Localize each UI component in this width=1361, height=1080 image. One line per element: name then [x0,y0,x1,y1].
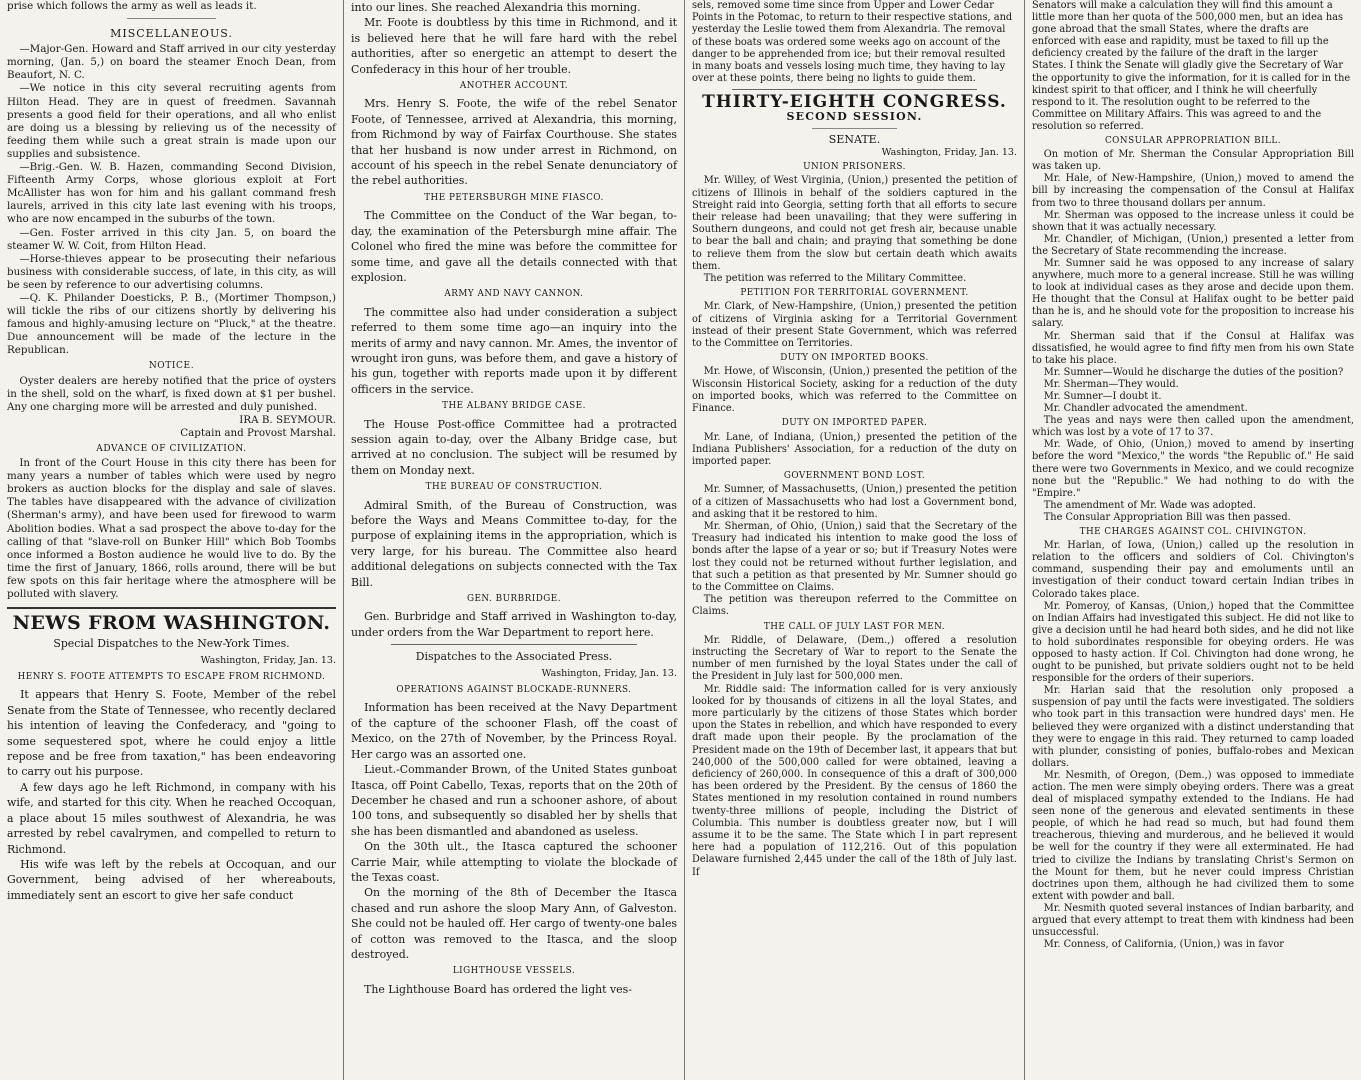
paragraph: His wife was left by the rebels at Occoquan, and our Government, being advised of her whereabouts, immediately sent an escort to give her safe conduct [7,857,336,902]
paragraph: Oyster dealers are hereby notified that the price of oysters in the shell, sold on the wharf, is fixed down at $1 per bushel. Any one charging more will be arrested and duly punished. [7,374,336,413]
article-continuation: Senators will make a calculation they will find this amount a little more than her quota of the 500,000 men, but an idea has gone abroad that the small States, where the drafts are enforced with ease and rapidity, must be taxed to fill up the deficiency created by the failure of the draft in the larger States. I think the Senate will gladly give the Secretary of War the opportunity to give the information, for it is called for in the kindest spirit to that officer, and I think he will cheerfully respond to it. The resolution ought to be referred to the Committee on Military Affairs. This was agreed to and the resolution so referred. [1032,0,1351,132]
paragraph: —Horse-thieves appear to be prosecuting their nefarious business with considerable success, of late, in this city, as will be seen by reference to our advertising columns. [7,252,336,291]
section-heading-miscellaneous: MISCELLANEOUS. [110,27,233,41]
paragraph: Mr. Sherman—They would. [1043,378,1179,390]
subheading-mine-fiasco: THE PETERSBURGH MINE FIASCO. [424,192,604,203]
subheading-lighthouse: LIGHTHOUSE VESSELS. [452,966,576,977]
paragraph: Gen. Burbridge and Staff arrived in Washington to-day, under orders from the War Department to report here. [351,610,677,639]
paragraph: In front of the Court House in this city there has been for many years a number of tables which were used by negro brokers as auction blocks for the display and sale of slaves. The tables have disappeared with the advance of civilization (Sherman's army), and have been used for firewood to warm Abolition bodies. What a sad prospect the above to-day for the calling of that "slave-roll on Bunker Hill" which Bob Toombs once informed a Boston audience he would live to do. By the time the first of January, 1866, rolls around, there will be but few spots on this fair heritage where the atmosphere will be polluted with slavery. [7,457,336,601]
paragraph: Information has been received at the Navy Department of the capture of the schooner Flash, off the coast of Mexico, on the 27th of November, by the Princess Royal. Her cargo was an assorted one. [351,701,677,761]
subheading-bureau: THE BUREAU OF CONSTRUCTION. [425,482,603,493]
paragraph: Mr. Willey, of West Virginia, (Union,) presented the petition of citizens of Illinois in behalf of the soldiers captured in the Streight raid into Georgia, setting forth that all efforts to secure their release had been unavailing; that they were suffering in Southern dungeons, and could not get fresh air, because unable to bear the ball and chain; and praying that something be done to relieve them from the slow but certain death which awaits them. [692,175,1017,272]
paragraph: Mr. Foote is doubtless by this time in Richmond, and it is believed here that he will fare hard with the rebel authorities, after so energetic an attempt to desert the Confederacy in this hour of her trouble. [351,16,677,76]
paragraph: A few days ago he left Richmond, in company with his wife, and started for this city. When he reached Occoquan, a place about 15 miles southwest of Alexandria, he was arrested by rebel cavalrymen, and compelled to return to Richmond. [7,780,336,856]
subheading-imported-paper: DUTY ON IMPORTED PAPER. [781,418,928,429]
article-continuation: sels, removed some time since from Upper and Lower Cedar Points in the Potomac, to return to their respective stations, and yesterday the Leslie towed them from Alexandria. The removal of these boats was ordered some weeks ago on account of the danger to be apprehended from ice; but their removal resulted in many boats and vessels losing much time, they having to lay over at these points, there being no lights to guide them. [692,0,1013,85]
paragraph: The Committee on the Conduct of the War began, to-day, the examination of the Petersburgh mine affair. The Colonel who fired the mine was before the committee for some time, and gave all the details connected with that explosion. [351,209,677,284]
paragraph: The petition was thereupon referred to the Committee on Claims. [692,594,1017,618]
subheading-cannon: ARMY AND NAVY CANNON. [444,289,584,300]
paragraph: Mr. Harlan, of Iowa, (Union,) called up the resolution in relation to the officers and soldiers of Col. Chivington's command, suspending their pay and emoluments until an investigation of their conduct toward certain Indian tribes in Colorado takes place. [1032,540,1354,600]
subheading-consular-bill: CONSULAR APPROPRIATION BILL. [1104,136,1282,147]
paragraph: Mr. Riddle said: The information called for is very anxiously looked for by thousands of citizens in all the loyal States, and more particularly by the citizens of those States which border upon the States in rebellion, and which have responded to every draft made upon their people. By the proclamation of the President made on the 19th of December last, it appears that but 240,000 of the 500,000 called for were obtained, leaving a deficiency of 260,000. In consequence of this a draft of 300,000 has been ordered by the President. By the census of 1860 the States mentioned in my resolution contained in round numbers twenty-three millions of people, including the District of Columbia. This number is doubtless greater now, but I will assume it to be the same. The State which I in part represent here had a population of 112,216. Out of this population Delaware furnished 2,445 under the call of the 18th of July last. If [692,683,1017,878]
paragraph: The petition was referred to the Military Committee. [703,273,967,285]
paragraph: Mr. Howe, of Wisconsin, (Union,) presented the petition of the Wisconsin Historical Society, asking for a reduction of the duty on imported books, which was referred to the Committee on Finance. [692,366,1017,415]
paragraph: Mr. Riddle, of Delaware, (Dem.,) offered a resolution instructing the Secretary of War to report to the Senate the number of men furnished by the loyal States under the call of the President in July last for 500,000 men. [692,634,1017,683]
paragraph: Mr. Sumner—I doubt it. [1043,391,1162,402]
column-1 [0,0,343,1080]
paragraph: —Brig.-Gen. W. B. Hazen, commanding Second Division, Fifteenth Army Corps, whose glorious exploit at Fort McAllister has won for him and his gallant command fresh laurels, arrived in this city late last evening with his troops, who are now encamped in the suburbs of the town. [7,161,336,226]
paragraph: On the 30th ult., the Itasca captured the schooner Carrie Mair, while attempting to violate the blockade of the Texas coast. [351,840,677,884]
divider [812,128,897,129]
paragraph: The Lighthouse Board has ordered the light ves- [364,982,632,996]
paragraph: Mr. Sherman, of Ohio, (Union,) said that the Secretary of the Treasury had indicated his intention to make good the loss of bonds after the lapse of a year or so; but if Treasury Notes were lost they could not be returned without further legislation, and that such a petition as that presented by Mr. Sumner should go to the Committee on Claims. [692,520,1017,593]
column-2 [343,0,684,1080]
paragraph: The amendment of Mr. Wade was adopted. [1043,499,1256,511]
paragraph: Mr. Chandler advocated the amendment. [1043,403,1248,415]
subheading-chivington: THE CHARGES AGAINST COL. CHIVINGTON. [1079,527,1307,538]
subheading-union-prisoners: UNION PRISONERS. [803,162,906,173]
paragraph: Mr. Nesmith, of Oregon, (Dem.,) was opposed to immediate action. The men were simply obeying orders. There was a great deal of misplaced sympathy extended to the Indians. He had seen none of the generous and elevated sentiments in these people, of which he had read so much, but had found them treacherous, thieving and murderous, and he believed it would be well for the country if they were all exterminated. He had tried to civilize the Indians by translating Christ's Sermon on the Mount for them, but he never could impress Christian doctrines upon them, although he had civilized them to some extent with powder and ball. [1032,769,1354,902]
section-heading-notice: NOTICE. [148,361,195,372]
paragraph: —Gen. Foster arrived in this city Jan. 5, on board the steamer W. W. Coit, from Hilton Head. [7,226,336,252]
paragraph: The Consular Appropriation Bill was then passed. [1043,511,1291,523]
paragraph: Mr. Lane, of Indiana, (Union,) presented the petition of the Indiana Publishers' Association, for a reduction of the duty on imported paper. [692,431,1017,467]
paragraph: The yeas and nays were then called upon the amendment, which was lost by a vote of 17 to 37. [1032,415,1354,439]
headline-congress: THIRTY-EIGHTH CONGRESS. [702,92,1007,113]
divider [732,89,977,90]
subheading-albany-bridge: THE ALBANY BRIDGE CASE. [442,401,586,412]
senate-heading: SENATE. [828,132,881,146]
subheading-bond-lost: GOVERNMENT BOND LOST. [783,471,926,482]
subheading-blockade-runners: OPERATIONS AGAINST BLOCKADE-RUNNERS. [396,685,632,696]
paragraph: Mr. Chandler, of Michigan, (Union,) presented a letter from the Secretary of State recommending the increase. [1032,233,1354,257]
divider [127,18,216,19]
paragraph: Lieut.-Commander Brown, of the United States gunboat Itasca, off Point Cabello, Texas, reports that on the 20th of December he chased and run a schooner ashore, of about 100 tons, and subsequently so disabled her by shells that she has been dismantled and abandoned as useless. [351,763,677,838]
paragraph: Mr. Sherman was opposed to the increase unless it could be shown that it was actually necessary. [1032,209,1354,233]
article-continuation: into our lines. She reached Alexandria this morning. [351,1,641,14]
paragraph: —Q. K. Philander Doesticks, P. B., (Mortimer Thompson,) will tickle the ribs of our citizens shortly by delivering his famous and highly-amusing lecture on "Pluck," at the theatre. Due announcement will be made of the lecture in the Republican. [7,291,336,357]
column-3 [684,0,1024,1080]
subheading-call-of-july: THE CALL OF JULY LAST FOR MEN. [763,621,946,632]
article-continuation: prise which follows the army as well as leads it. [7,0,257,12]
paragraph: Mr. Conness, of California, (Union,) was in favor [1043,939,1284,951]
paragraph: Mr. Harlan said that the resolution only proposed a suspension of pay until the facts were investigated. The soldiers who took part in this transaction were hundred days' men. He believed they were organized with a distinct understanding that they were to engage in this raid. They returned to camp loaded with plunder, consisting of ponies, buffalo-robes and Mexican dollars. [1032,685,1354,769]
subheading-foote: HENRY S. FOOTE ATTEMPTS TO ESCAPE FROM RICHMOND. [17,672,326,683]
dispatch-source: Dispatches to the Associated Press. [415,650,613,664]
dateline: Washington, Friday, Jan. 13. [881,147,1017,159]
paragraph: —We notice in this city several recruiting agents from Hilton Head. They are in quest of freedmen. Savannah presents a good field for their operations, and all who enlist are doing us a blessing by relieving us of the necessity of feeding them while such a great strain is made upon our supplies and subsistence. [7,82,336,160]
dispatch-source: Special Dispatches to the New-York Times. [53,637,290,651]
paragraph: The House Post-office Committee had a protracted session again to-day, over the Albany Bridge case, but arrived at no conclusion. The subject will be resumed by them on Monday next. [351,417,677,477]
paragraph: Mr. Pomeroy, of Kansas, (Union,) hoped that the Committee on Indian Affairs had investigated this subject. He did not like to give a decision until he had heard both sides, and he did not like to hold subordinates responsible for obeying orders. He was opposed to hasty action. If Col. Chivington had done wrong, he ought to be punished, but private soldiers ought not to be held responsible for the orders of their superiors. [1032,600,1354,685]
paragraph: Mr. Sherman said that if the Consul at Halifax was dissatisfied, he would agree to find fifty men from his own State to take his place. [1032,330,1354,366]
signature-name: IRA B. SEYMOUR. [239,413,336,426]
section-heading-advance: ADVANCE OF CIVILIZATION. [96,444,247,454]
paragraph: On motion of Mr. Sherman the Consular Appropriation Bill was taken up. [1032,149,1354,173]
subheading-territorial: PETITION FOR TERRITORIAL GOVERNMENT. [740,288,969,299]
dateline: Washington, Friday, Jan. 13. [200,654,336,666]
paragraph: Mr. Wade, of Ohio, (Union,) moved to amend by inserting before the word "Mexico," the words "the Republic of." He said there were two Governments in Mexico, and we could recognize none but the "Republic." We had nothing to do with the "Empire." [1032,439,1354,499]
paragraph: —Major-Gen. Howard and Staff arrived in our city yesterday morning, (Jan. 5,) on board the steamer Enoch Dean, from Beaufort, N. C. [7,43,336,82]
paragraph: Mr. Sumner—Would he discharge the duties of the position? [1043,366,1344,378]
paragraph: The committee also had under consideration a subject referred to them some time ago—an inquiry into the merits of army and navy cannon. Mr. Ames, the inventor of wrought iron guns, was before them, and gave a history of his gun, together with reports made upon it by different officers in the service. [351,305,677,396]
headline-news-from-washington: NEWS FROM WASHINGTON. [7,607,336,630]
paragraph: It appears that Henry S. Foote, Member of the rebel Senate from the State of Tennessee, who recently declared his intention of leaving the Confederacy, and "going to some sequestered spot, where he could enjoy a little repose and be free from taxation," has been endeavoring to carry out his purpose. [7,688,336,779]
column-4 [1024,0,1361,1080]
paragraph: Mr. Sumner, of Massachusetts, (Union,) presented the petition of a citizen of Massachusetts who had lost a Government bond, and asking that it be restored to him. [692,484,1017,520]
subheadline-session: SECOND SESSION. [786,109,923,123]
paragraph: On the morning of the 8th of December the Itasca chased and run ashore the sloop Mary Ann, of Galveston. She could not be hauled off. Her cargo of twenty-one bales of cotton was removed to the Itasca, and the sloop destroyed. [351,886,677,961]
paragraph: Mr. Sumner said he was opposed to any increase of salary anywhere, much more to a general increase. Still he was willing to look at individual cases as they arose and decide upon them. He thought that the Consul at Halifax ought to be better paid than he is, and he should vote for the proposition to increase his salary. [1032,257,1354,330]
subheading-imported-books: DUTY ON IMPORTED BOOKS. [780,353,929,364]
paragraph: Mr. Clark, of New-Hampshire, (Union,) presented the petition of citizens of Virginia asking for a Territorial Government instead of their present State Government, which was referred to the Committee on Territories. [692,301,1017,350]
dateline: Washington, Friday, Jan. 13. [541,667,677,679]
divider [391,644,637,645]
paragraph: Mr. Hale, of New-Hampshire, (Union,) moved to amend the bill by increasing the compensation of the Consul at Halifax from two to three thousand dollars per annum. [1032,173,1354,209]
paragraph: Admiral Smith, of the Bureau of Construction, was before the Ways and Means Committee to-day, for the purpose of explaining items in the appropriation, which is very large, for his bureau. The Committee also heard additional delegations on subjects connected with the Tax Bill. [351,498,677,589]
signature-title: Captain and Provost Marshal. [180,426,336,439]
paragraph: Mr. Nesmith quoted several instances of Indian barbarity, and argued that every attempt to treat them with kindness had been unsuccessful. [1032,902,1354,939]
subheading-another-account: ANOTHER ACCOUNT. [459,81,569,92]
paragraph: Mrs. Henry S. Foote, the wife of the rebel Senator Foote, of Tennessee, arrived at Alexandria, this morning, from Richmond by way of Fairfax Courthouse. She states that her husband is now under arrest in Richmond, on account of his speech in the rebel Senate denunciatory of the rebel authorities. [351,97,677,188]
subheading-burbridge: GEN. BURBRIDGE. [466,594,562,605]
